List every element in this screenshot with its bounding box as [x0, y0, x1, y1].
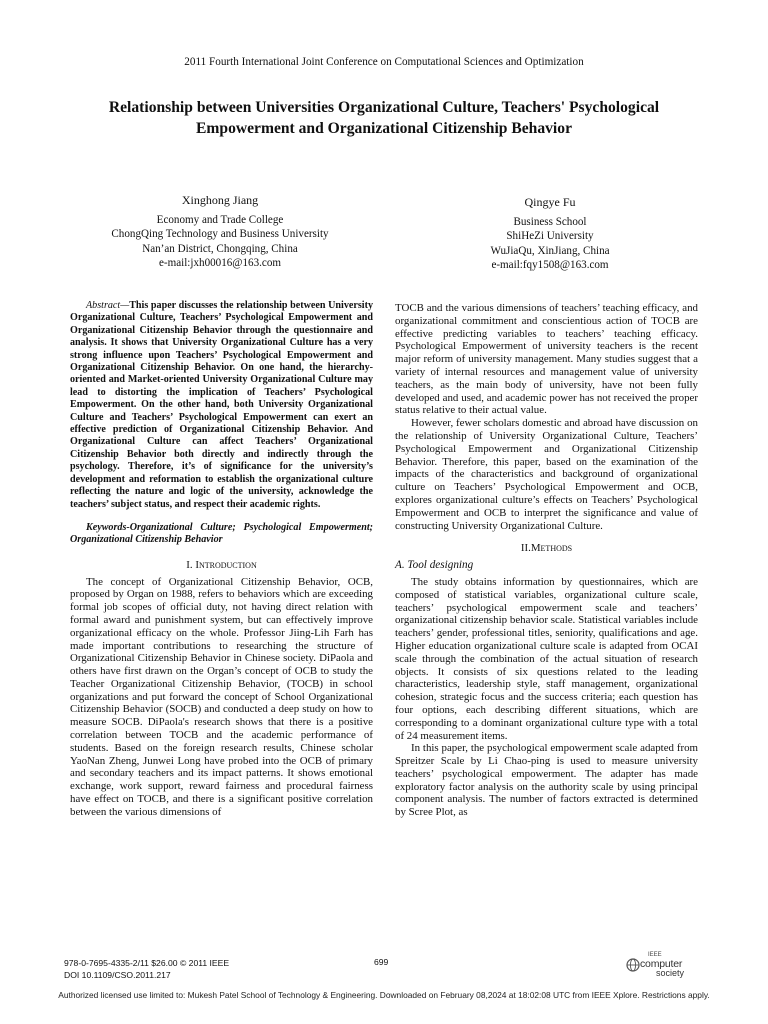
page-number: 699	[374, 957, 389, 967]
ieee-computer-society-logo	[626, 952, 706, 980]
left-column	[70, 300, 373, 819]
right-column	[395, 302, 698, 819]
isbn-line: 978-0-7695-4335-2/11 $26.00 © 2011 IEEE	[64, 958, 230, 968]
author-address: Nan’an District, Chongqing, China	[142, 242, 298, 255]
doi-line: DOI 10.1109/CSO.2011.217	[64, 970, 171, 980]
author-address: WuJiaQu, XinJiang, China	[490, 244, 610, 257]
subsection-heading: A. Tool designing	[395, 559, 474, 572]
paper-title	[40, 97, 728, 139]
author-affiliation: ChongQing Technology and Business University	[111, 228, 329, 240]
body-paragraph-2: However, fewer scholars domestic and abroad have discussion on the relationship of University Organizational Culture, Teachers’ Psychological Empowerment and Organizational Citizenship Behavior. Therefore, this paper, based on the examination of the impacts of the characteristics and background of organizational culture on Teachers’ Psychological Empowerment and OCB, explores organizational culture’s effects on Teachers’ Psychological Empowerment and OCB to interpret the significance and value of constructing University Organizational Culture.	[395, 417, 698, 532]
author-email: e-mail:fqy1508@163.com	[491, 259, 609, 271]
body-paragraph-1: TOCB and the various dimensions of teachers’ teaching efficacy, and organizational commitment and conscientious action of TOCB are effective predicting variables to teachers’ teaching efficacy. Psychological Empowerment of university teachers is the recent major reform of university management. Many studies suggest that a variety of internal resources and management value of university teachers, as the main body of university, have not been fully developed and used, and academic power has not received the proper status relative to their actual value.	[395, 302, 698, 417]
author-affiliation: ShiHeZi University	[506, 230, 594, 242]
title-line-1: Relationship between Universities Organizational Culture, Teachers' Psychological	[108, 99, 660, 116]
footer-copyright	[64, 957, 229, 981]
abstract-lead: Abstract—	[86, 300, 130, 311]
logo-computer-text: computer	[640, 958, 683, 970]
methods-paragraph-2: In this paper, the psychological empowerment scale adapted from Spreitzer Scale by Li Chao-ping is used to measure university teachers’ psychological empowerment. The adapter has made exploratory factor analysis on the authority scale by using principal component analysis. The number of factors extracted is determined by Scree Plot, as	[395, 742, 698, 819]
keywords: Keywords-Organizational Culture; Psychological Empowerment; Organizational Citizenship Behavior	[70, 521, 373, 546]
author-block-2	[400, 195, 700, 273]
abstract-body: This paper discusses the relationship between University Organizational Culture, Teachers’ Psychological Empowerment and Organizational Citizenship Behavior through the questionnaire and analysis. It shows that University Organizational Culture has a very strong influence upon Teachers’ Psychological Empowerment and Organizational Citizenship Behavior. On one hand, the hierarchy-oriented and Market-oriented University Organizational Culture may lead to distorting the implication of Teachers’ Psychological Empowerment. On the other hand, both University Organizational Culture and Teachers’ Psychological Empowerment can exert an effective prediction of Organizational Citizenship Behavior. And Organizational Culture can affect Teachers’ Organizational Citizenship Behavior both directly and indirectly through the psychology. Therefore, it’s of significance for the university’s development and reformation to establish the organizational culture reflecting the nature and logic of the university, acknowledge the teachers’ subject status, and respect their academic rights.	[70, 300, 373, 510]
author-affiliation: Business School	[513, 215, 587, 228]
section-title: Methods	[530, 542, 573, 555]
author-affiliation: Economy and Trade College	[156, 213, 284, 226]
title-line-2: Empowerment and Organizational Citizenship Behavior	[196, 120, 572, 137]
author-name: Qingye Fu	[524, 195, 576, 209]
logo-society-text: society	[656, 968, 685, 978]
section-heading-methods	[395, 542, 698, 555]
section-heading-introduction	[70, 559, 373, 572]
section-number: II.	[520, 542, 531, 555]
intro-paragraph-1: The concept of Organizational Citizenship Behavior, OCB, proposed by Organ on 1988, refers to behaviors which are exceeding formal job scopes of official duty, not having direct relation with formal award and punishment system, but can effectively improve organizational efficacy on the whole. Professor Jiing-Lih Farh has made important contributions to researching the structure of Organizational Citizenship Behavior in Chinese society. DiPaola and others have first drawn on the Organ’s concept of OCB to study the Teacher Organizational Citizenship Behavior, (TOCB) in school organizations and put forward the concept of School Organizational Citizenship Behavior (SOCB) and conducted a deep study on how to measure SOCB. DiPaola's research shows that there is a positive correlation between TOCB and the academic performance of students. Based on the foreign research results, Chinese scholar YaoNan Zheng, Junwei Long have probed into the OCB of primary and secondary teachers and its impact patterns. It shows emotional exchange, work support, reward fairness and procedural fairness have effect on TOCB, and there is a significant positive correlation between the various dimensions of	[70, 575, 373, 818]
section-number: I.	[186, 558, 196, 571]
section-title: Introduction	[195, 558, 257, 571]
globe-icon	[626, 958, 640, 972]
author-email: e-mail:jxh00016@163.com	[158, 257, 282, 269]
author-name: Xinghong Jiang	[181, 193, 259, 207]
author-block-1	[70, 193, 370, 271]
abstract	[70, 300, 373, 511]
methods-paragraph-1: The study obtains information by questionnaires, which are composed of statistical variables, organizational culture scale, teachers’ psychological empowerment scale and teachers’ organizational citizenship behavior scale. Statistical variables include teachers’ gender, professional titles, seniority, qualifications and age. Higher education organizational culture scale is adapted from OCAI scale through the combination of the actual situation of research objects. It consists of six questions related to the leading characteristics, leadership style, staff management, organizational cohesion, strategic focus and the success criteria; each question has four options, each describing different situations, which are corresponding to a dominant organizational culture type with a total of 24 measurement items.	[395, 575, 698, 742]
authorization-notice: Authorized licensed use limited to: Mukesh Patel School of Technology & Engineering. Downloaded on February 08,2024 at 18:02:08 UTC from IEEE Xplore. Restrictions apply.	[58, 990, 710, 1000]
conference-header: 2011 Fourth International Joint Conference on Computational Sciences and Optimization	[184, 56, 584, 68]
logo-ieee-text: IEEE	[648, 952, 662, 958]
